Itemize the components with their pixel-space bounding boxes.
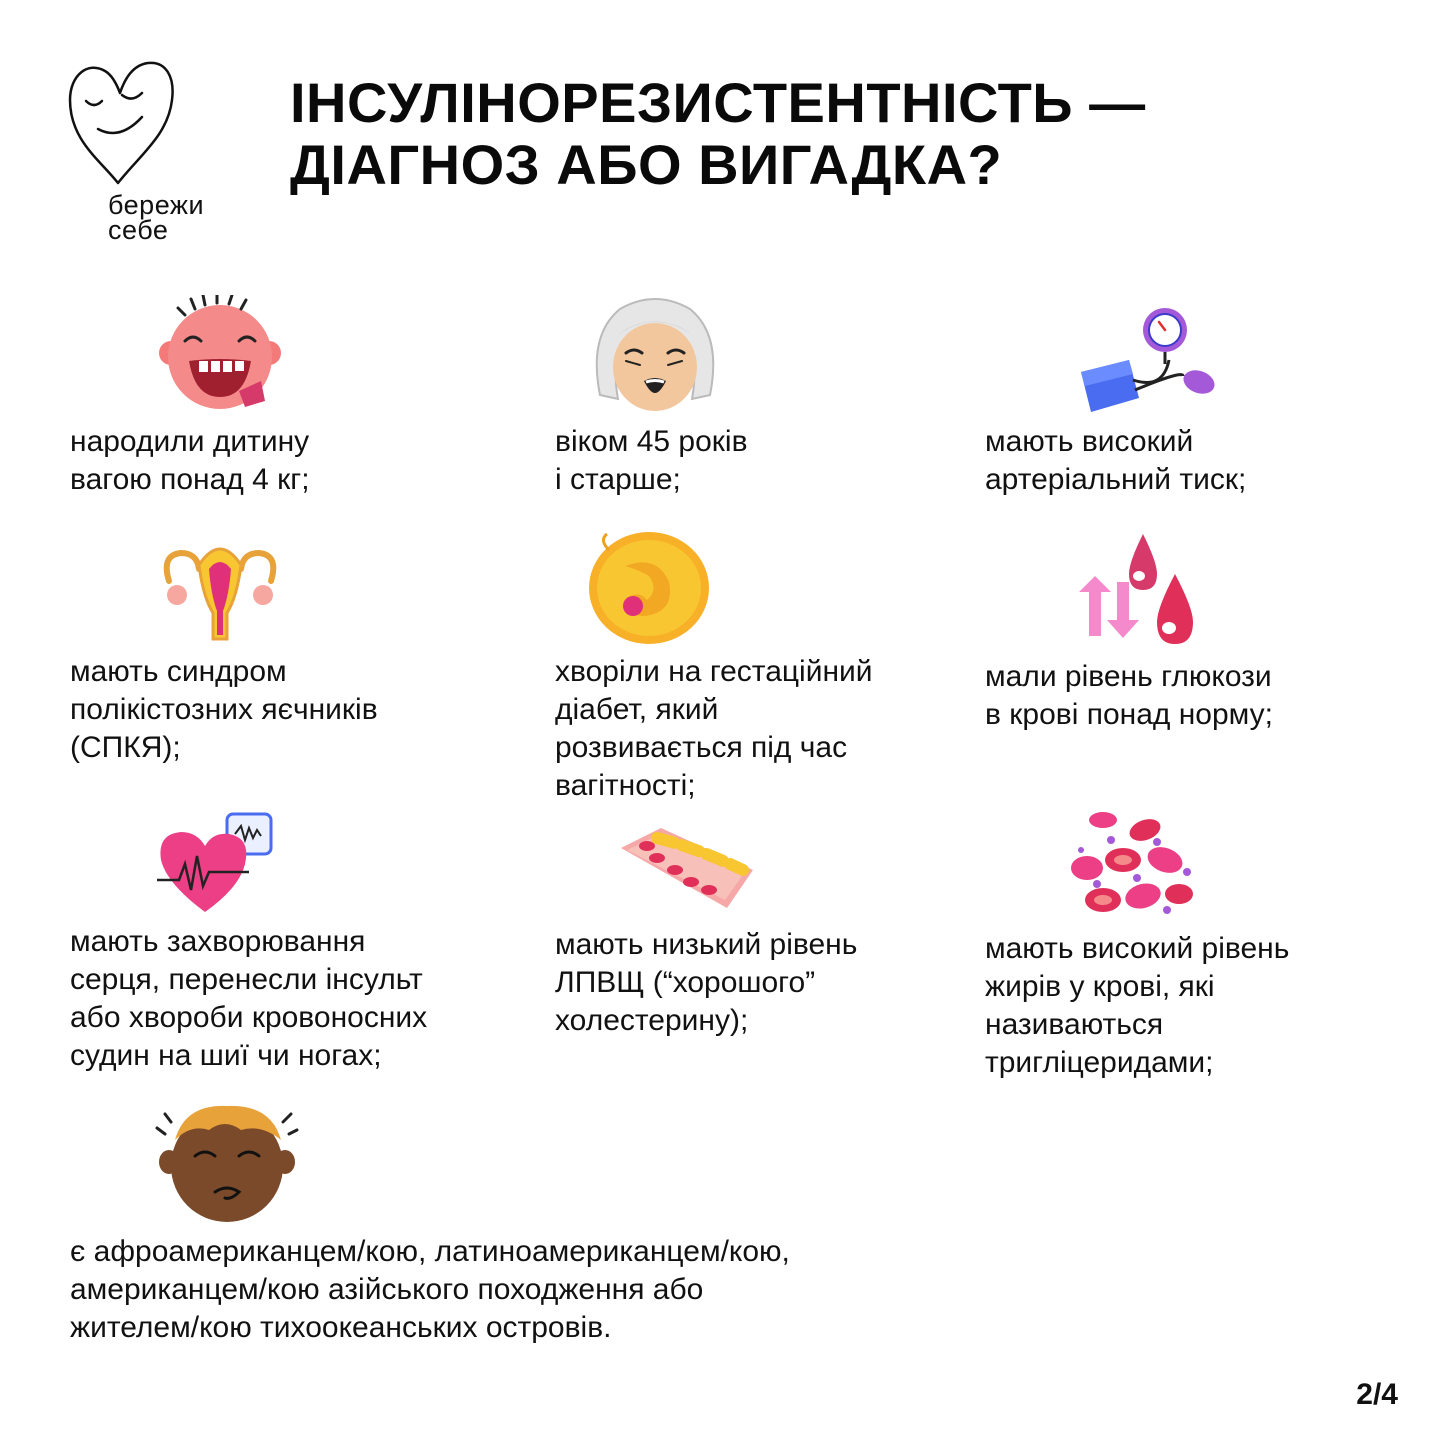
risk-item-hdl [555,818,857,1040]
risk-item-glucose [985,530,1273,734]
item-text-line: мали рівень глюкози [985,660,1272,693]
blood-pressure-monitor-icon [1073,300,1223,415]
laughing-baby-icon [155,295,285,415]
item-text-line: хворіли на гестаційний [555,655,873,688]
item-text-line: холестерину); [555,1004,749,1037]
item-text-line: мають високий [985,425,1194,458]
elderly-woman-icon [580,295,730,415]
page-number: 2/4 [1356,1378,1398,1411]
item-text-line: і старше; [555,463,681,496]
item-text-line: мають синдром [70,655,287,688]
risk-item-heart-disease [70,810,427,1075]
item-text-line: полікістозних яєчників [70,693,378,726]
item-text-line: жителем/кою тихоокеанських островів. [70,1311,612,1344]
item-text-line: американцем/кою азійського походження або [70,1273,704,1306]
item-text-line: вагою понад 4 кг; [70,463,310,496]
pregnancy-womb-icon [585,530,715,645]
risk-item-baby-weight [70,295,310,499]
page-title [290,72,1146,196]
blood-vessel-icon [617,818,757,918]
risk-item-pcos [70,535,378,767]
title-line-2: ДІАГНОЗ АБО ВИГАДКА? [290,133,1003,196]
logo [60,55,240,255]
item-text-line: мають високий рівень [985,932,1290,965]
risk-item-triglycerides [985,810,1289,1082]
item-text-line: вагітності; [555,769,696,802]
item-text-line: судин на шиї чи ногах; [70,1039,382,1072]
item-text-line: тригліцеридами; [985,1046,1214,1079]
smiling-heart-icon [60,55,180,190]
item-text-line: мають захворювання [70,925,366,958]
item-text-line: діабет, який [555,693,719,726]
item-text-line: називаються [985,1008,1164,1041]
item-text-line: або хвороби кровоносних [70,1001,428,1034]
risk-item-ethnicity [70,1100,790,1347]
item-text-line: (СПКЯ); [70,731,181,764]
heart-cardiogram-icon [155,810,285,915]
item-text-line: артеріальний тиск; [985,463,1247,496]
item-text-line: розвивається під час [555,731,848,764]
risk-item-blood-pressure [985,300,1246,499]
risk-item-age [555,295,748,499]
item-text-line: народили дитину [70,425,310,458]
risk-item-gestational-diabetes [555,530,873,805]
item-text-line: серця, перенесли інсульт [70,963,423,996]
item-text-line: ЛПВЩ (“хорошого” [555,966,816,999]
logo-line-2: себе [108,215,169,245]
blood-cells-icon [1067,810,1202,922]
man-face-icon [155,1100,300,1225]
item-text-line: в крові понад норму; [985,698,1273,731]
item-text-line: жирів у крові, які [985,970,1215,1003]
logo-line-1: бережи [108,190,205,220]
title-line-1: ІНСУЛІНОРЕЗИСТЕНТНІСТЬ — [290,71,1146,134]
uterus-ovaries-icon [155,535,285,645]
item-text-line: є афроамериканцем/кою, латиноамериканцем/кою, [70,1235,790,1268]
item-text-line: віком 45 років [555,425,748,458]
item-text-line: мають низький рівень [555,928,858,961]
blood-drops-arrows-icon [1073,530,1203,650]
